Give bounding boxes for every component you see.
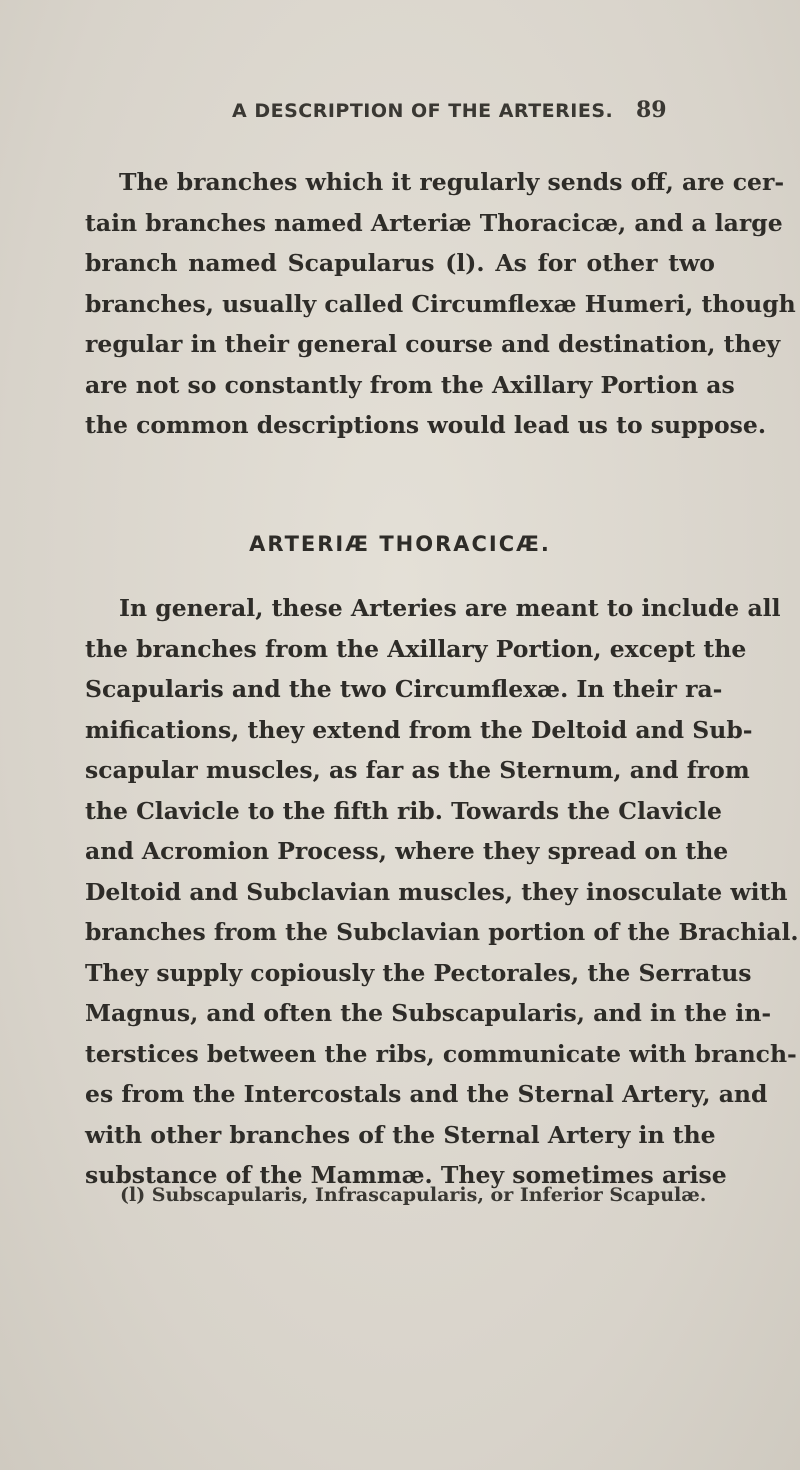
page-number: 89 <box>636 97 667 123</box>
running-head: A DESCRIPTION OF THE ARTERIES. <box>232 100 614 122</box>
text-line: are not so constantly from the Axillary Portion as <box>85 370 735 399</box>
text-line: Magnus, and often the Subscapularis, and in the in- <box>85 999 772 1027</box>
paragraph-1 <box>85 162 796 446</box>
paragraph-2 <box>85 588 799 1196</box>
text-line: branches from the Subclavian portion of the Brachial. <box>85 918 799 946</box>
text-line: regular in their general course and destination, they <box>85 330 781 358</box>
text-line: In general, these Arteries are meant to include all <box>119 594 781 622</box>
text-line: the branches from the Axillary Portion, except the <box>85 634 747 663</box>
text-line: branches, usually called Circumflexæ Humeri, though <box>85 289 796 318</box>
text-line: and Acromion Process, where they spread on the <box>85 837 729 865</box>
text-line: The branches which it regularly sends off, are cer- <box>119 168 785 196</box>
text-line: They supply copiously the Pectorales, the Serratus <box>85 958 752 987</box>
text-line: with other branches of the Sternal Artery in the <box>85 1120 716 1149</box>
text-line: mifications, they extend from the Deltoid and Sub- <box>85 715 753 744</box>
text-line: terstices between the ribs, communicate with branch- <box>85 1039 797 1068</box>
text-line: Deltoid and Subclavian muscles, they inosculate with <box>85 877 788 906</box>
text-line: the common descriptions would lead us to suppose. <box>85 411 767 439</box>
text-line: the Clavicle to the fifth rib. Towards the Clavicle <box>85 796 722 825</box>
footnote: (l) Subscapularis, Infrascapularis, or Inferior Scapulæ. <box>120 1184 707 1206</box>
text-line: scapular muscles, as far as the Sternum, and from <box>85 756 750 784</box>
text-line: es from the Intercostals and the Sternal Artery, and <box>85 1080 768 1108</box>
text-line: Scapularis and the two Circumflexæ. In their ra- <box>85 675 723 703</box>
section-heading: ARTERIÆ THORACICÆ. <box>249 532 551 556</box>
text-line: substance of the Mammæ. They sometimes arise <box>85 1161 727 1189</box>
text-line: tain branches named Arteriæ Thoracicæ, and a large <box>85 208 783 237</box>
text-line: branch named Scapularus (l). As for other two <box>85 249 715 277</box>
